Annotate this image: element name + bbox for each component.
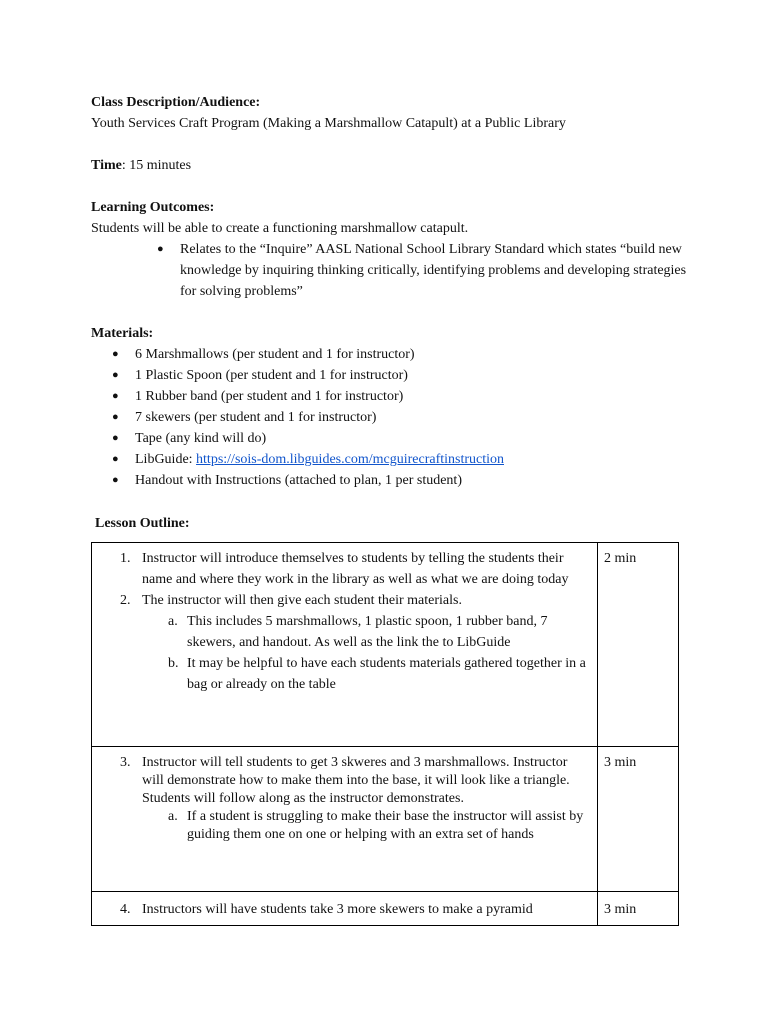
time-cell: 3 min bbox=[598, 747, 679, 892]
steps-cell bbox=[92, 747, 598, 892]
class-description-text: Youth Services Craft Program (Making a Marshmallow Catapult) at a Public Library bbox=[91, 116, 566, 131]
list-item bbox=[98, 808, 591, 844]
time-value: : 15 minutes bbox=[121, 158, 192, 173]
list-item: ● Tape (any kind will do) bbox=[91, 428, 691, 449]
substep-text: It may be helpful to have each students materials gathered together in a bag or already on the table bbox=[187, 656, 586, 692]
list-item bbox=[98, 754, 591, 808]
list-item bbox=[98, 590, 591, 611]
table-row bbox=[92, 543, 679, 747]
class-description-heading: Class Description/Audience: bbox=[91, 95, 261, 110]
lesson-outline-heading: Lesson Outline: bbox=[95, 516, 190, 531]
time-line bbox=[91, 155, 691, 176]
step-text: Instructors will have students take 3 more skewers to make a pyramid bbox=[142, 902, 533, 917]
libguide-label: LibGuide: bbox=[135, 452, 197, 467]
step-number: 3. bbox=[120, 755, 131, 770]
document-body bbox=[91, 92, 691, 534]
libguide-link[interactable]: https://sois-dom.libguides.com/mcguirecraftinstruction bbox=[196, 452, 504, 467]
learning-outcomes-text: Students will be able to create a functioning marshmallow catapult. bbox=[91, 221, 469, 236]
table-row bbox=[92, 892, 679, 926]
steps-cell bbox=[92, 543, 598, 747]
steps-cell bbox=[92, 892, 598, 926]
list-item-libguide bbox=[91, 449, 691, 470]
time-cell: 3 min bbox=[598, 892, 679, 926]
list-item: ● Handout with Instructions (attached to plan, 1 per student) bbox=[91, 470, 691, 491]
substep-letter: a. bbox=[168, 614, 178, 629]
step-number: 1. bbox=[120, 551, 131, 566]
substep-letter: a. bbox=[168, 809, 178, 824]
list-item: ● 1 Rubber band (per student and 1 for instructor) bbox=[91, 386, 691, 407]
time-cell: 2 min bbox=[598, 543, 679, 747]
list-item: ● 7 skewers (per student and 1 for instructor) bbox=[91, 407, 691, 428]
learning-outcomes-list bbox=[91, 239, 691, 302]
learning-outcomes-heading: Learning Outcomes: bbox=[91, 200, 215, 215]
lesson-outline-table bbox=[91, 542, 679, 926]
list-item bbox=[98, 653, 591, 695]
list-item: ● 6 Marshmallows (per student and 1 for instructor) bbox=[91, 344, 691, 365]
materials-heading: Materials: bbox=[91, 326, 154, 341]
list-item bbox=[98, 611, 591, 653]
step-text: Instructor will tell students to get 3 skweres and 3 marshmallows. Instructor will demonstrate how to make them into the base, it will look like a triangle. Students will follow along as the instructor demonstrates. bbox=[142, 755, 570, 806]
substep-text: This includes 5 marshmallows, 1 plastic spoon, 1 rubber band, 7 skewers, and handout. As well as the link the to LibGuide bbox=[187, 614, 548, 650]
table-row bbox=[92, 747, 679, 892]
list-item bbox=[98, 548, 591, 590]
substep-letter: b. bbox=[168, 656, 179, 671]
step-text: The instructor will then give each student their materials. bbox=[142, 593, 462, 608]
list-item: ● 1 Plastic Spoon (per student and 1 for instructor) bbox=[91, 365, 691, 386]
time-label: Time bbox=[91, 158, 122, 173]
step-number: 4. bbox=[120, 902, 131, 917]
materials-list bbox=[91, 344, 691, 491]
list-item: ● Relates to the “Inquire” AASL National School Library Standard which states “build new knowledge by inquiring thinking critically, identifying problems and developing strategies for solving problems” bbox=[91, 239, 691, 302]
step-number: 2. bbox=[120, 593, 131, 608]
step-text: Instructor will introduce themselves to students by telling the students their name and where they work in the library as well as what we are doing today bbox=[142, 551, 569, 587]
list-item bbox=[98, 899, 591, 920]
substep-text: If a student is struggling to make their base the instructor will assist by guiding them one on one or helping with an extra set of hands bbox=[187, 809, 584, 842]
